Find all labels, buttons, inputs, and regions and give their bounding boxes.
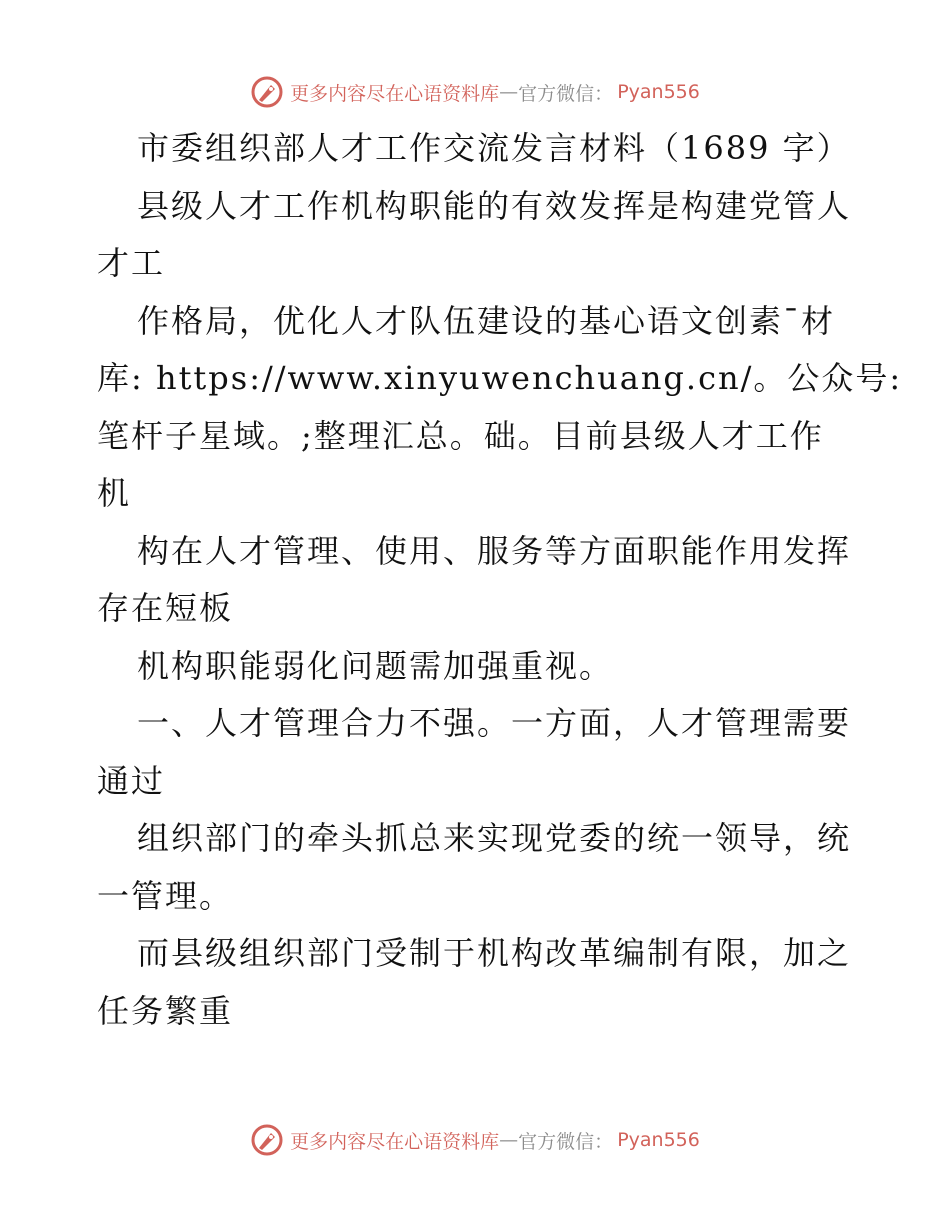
watermark-label: 官方微信： [518, 1130, 614, 1153]
paragraph-line: 存在短板 [97, 589, 234, 627]
footer-watermark [0, 1120, 950, 1160]
paragraph-line: 作格局，优化人才队伍建设的基心语文创素¯材 [137, 301, 836, 340]
paragraph-line: 而县级组织部门受制于机构改革编制有限，加之 [137, 934, 852, 972]
watermark-wechat-id: Pyan556 [617, 81, 700, 103]
header-watermark [0, 72, 950, 112]
pen-nib-circle-icon [250, 1123, 284, 1157]
paragraph-line: 机 [97, 474, 132, 512]
paragraph-line: 县级人才工作机构职能的有效发挥是构建党管人 [137, 186, 852, 225]
document-title: 市委组织部人才工作交流发言材料（1689 字） [137, 129, 851, 167]
paragraph-line: 通过 [97, 761, 166, 800]
paragraph-line: 任务繁重 [97, 991, 234, 1030]
pen-nib-circle-icon [250, 75, 284, 109]
document-body [97, 120, 903, 1040]
paragraph-line: 机构职能弱化问题需加强重视。 [137, 646, 614, 685]
paragraph-line: 构在人才管理、使用、服务等方面职能作用发挥 [137, 531, 852, 570]
watermark-dash: — [499, 81, 519, 103]
paragraph-line: 笔杆子星域。;整理汇总。础。目前县级人才工作 [97, 416, 824, 455]
watermark-wechat-id: Pyan556 [617, 1129, 700, 1151]
watermark-text: 更多内容尽在心语资料库 [290, 82, 500, 105]
paragraph-line: 一管理。 [97, 876, 234, 915]
paragraph-line: 才工 [97, 244, 166, 282]
section-heading-line: 一、人才管理合力不强。一方面，人才管理需要 [137, 704, 852, 742]
watermark-dash: — [499, 1129, 519, 1151]
paragraph-line: 库: https://www.xinyuwenchuang.cn/。公众号: [97, 359, 903, 397]
watermark-label: 官方微信： [518, 82, 614, 105]
watermark-text: 更多内容尽在心语资料库 [290, 1130, 500, 1153]
paragraph-line: 组织部门的牵头抓总来实现党委的统一领导，统 [137, 819, 852, 857]
